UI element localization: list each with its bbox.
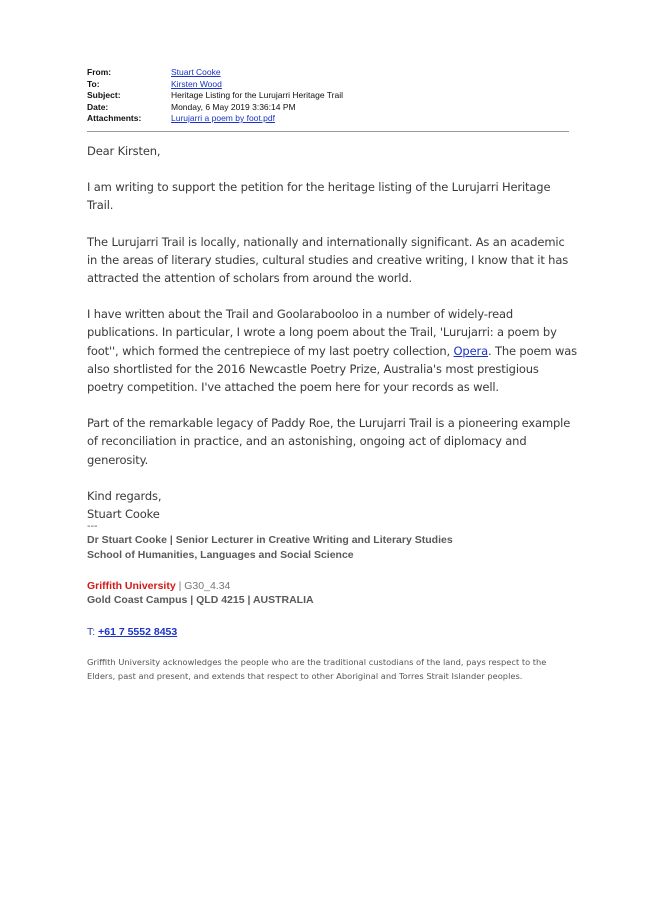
phone-label: T: [87, 626, 96, 638]
signature-university-line [87, 579, 577, 593]
attachments-label: Attachments: [87, 113, 142, 123]
from-link[interactable]: Stuart Cooke [171, 67, 221, 77]
signature-title-line: Dr Stuart Cooke | Senior Lecturer in Creative Writing and Literary Studies [87, 534, 453, 546]
subject-label: Subject: [87, 90, 121, 100]
paragraph-2: The Lurujarri Trail is locally, nationally and internationally significant. As an academic in the areas of literary studies, cultural studies and creative writing, I know that it has attracted the attention of scholars from around the world. [87, 234, 569, 286]
paragraph-3-text-after: . The poem was also shortlisted for the 2016 Newcastle Poetry Prize, Australia's most prestigious poetry competition. I've attached the poem here for your records as well. [87, 343, 577, 395]
signature-school-line: School of Humanities, Languages and Social Science [87, 549, 354, 561]
greeting: Dear Kirsten, [87, 144, 161, 158]
acknowledgement-of-country: Griffith University acknowledges the people who are the traditional custodians of the land, pays respect to the Elders, past and present, and extends that respect to other Aboriginal and Torres Strait Islander peoples. [87, 657, 547, 681]
university-name: Griffith University [87, 580, 176, 592]
paragraph-1: I am writing to support the petition for the heritage listing of the Lurujarri Heritage Trail. [87, 180, 551, 213]
paragraph-4: Part of the remarkable legacy of Paddy Roe, the Lurujarri Trail is a pioneering example of reconciliation in practice, and an astonishing, ongoing act of diplomacy and generosity. [87, 416, 571, 467]
email-body [87, 142, 577, 523]
opera-link[interactable]: Opera [453, 343, 488, 358]
attachment-link[interactable]: Lurujarri a poem by foot.pdf [171, 113, 275, 123]
date-label: Date: [87, 101, 109, 112]
subject-value: Heritage Listing for the Lurujarri Heritage Trail [171, 90, 343, 100]
header-row-date [87, 102, 569, 114]
date-value: Monday, 6 May 2019 3:36:14 PM [171, 101, 296, 112]
to-link[interactable]: Kirsten Wood [171, 78, 222, 89]
header-row-to [87, 79, 569, 91]
paragraph-3-text-before: I have written about the Trail and Goolarabooloo in a number of widely-read publications. In particular, I wrote a long poem about the Trail, 'Lurujarri: a poem by foot'', which formed the centrepiece of my last poetry collection, [87, 307, 557, 358]
paragraph-3 [87, 305, 577, 396]
email-header [87, 67, 569, 125]
header-row-subject [87, 90, 569, 102]
office-code: | G30_4.34 [178, 580, 231, 592]
header-row-attachments [87, 113, 569, 125]
header-row-from [87, 67, 569, 79]
sender-name: Stuart Cooke [87, 507, 160, 522]
phone-link[interactable]: +61 7 5552 8453 [98, 626, 178, 638]
closing: Kind regards, [87, 488, 162, 503]
signature-separator: --- [87, 520, 98, 532]
to-label: To: [87, 78, 100, 89]
email-signature [87, 520, 577, 639]
header-divider [87, 131, 569, 132]
campus-line: Gold Coast Campus | QLD 4215 | AUSTRALIA [87, 594, 314, 606]
from-label: From: [87, 67, 112, 77]
phone-line [87, 625, 577, 639]
